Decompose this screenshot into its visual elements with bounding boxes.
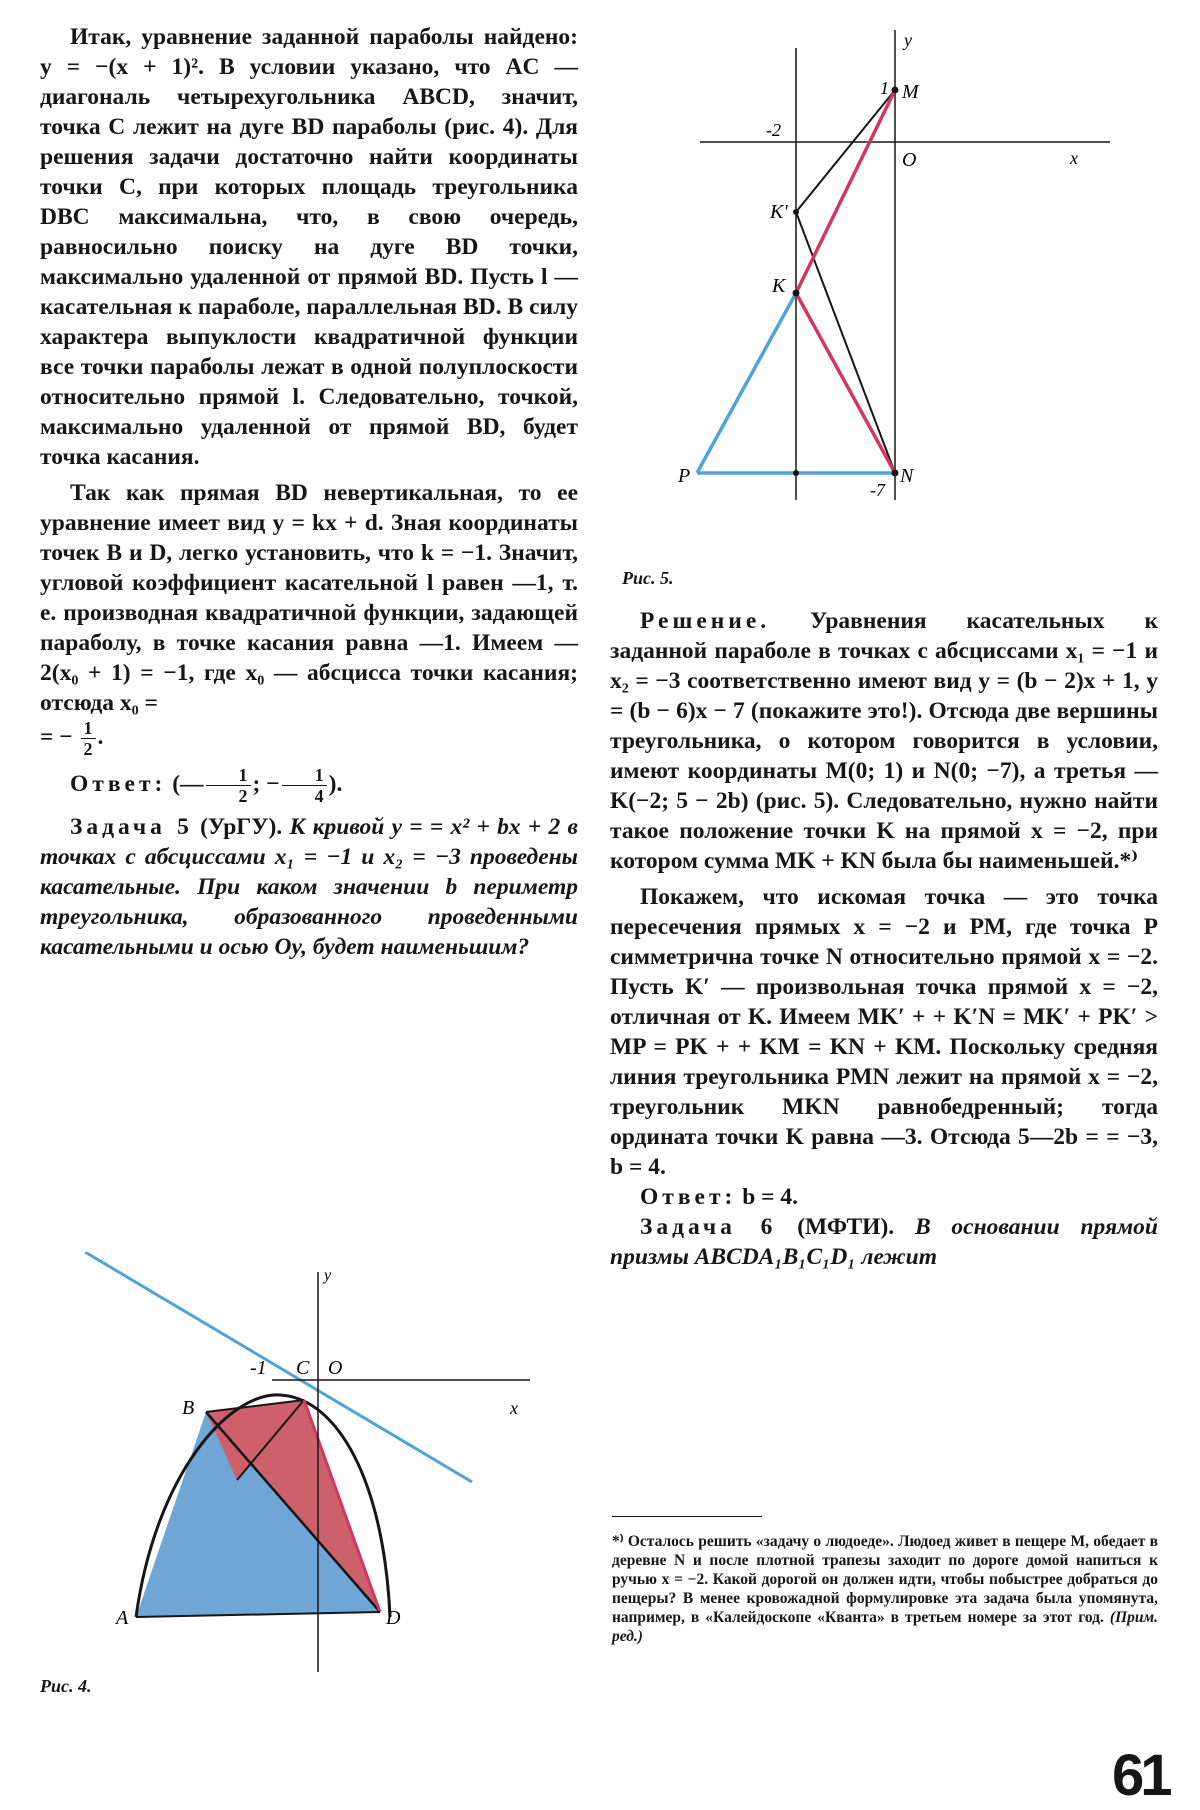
fig5-label-m: M (902, 81, 919, 103)
solution-text: Уравнения касательных к заданной параболе в точках с абсциссами x₁ = −1 и x₂ = −3 соответственно имеют вид y = (b − 2)x + 1, y = (b − 6)x − 7 (покажите это!). Отсюда две вершины треугольника, о котором говорится в условии, имеют координаты M(0; 1) и N(0; −7), а третья — K(−2; 5 − 2b) (рис. 5). Следовательно, нужно найти такое положение точки K на прямой x = −2, при котором сумма MK + KN была бы наименьшей.*⁾ (610, 608, 1158, 874)
fig5-line-pk (697, 293, 796, 473)
answer-value: b = 4. (742, 1184, 799, 1210)
footnote-divider (612, 1516, 762, 1517)
answer-close: ). (328, 770, 343, 797)
answer-5 (610, 1182, 1158, 1212)
answer-label: Ответ: (70, 770, 167, 797)
fig5-point-n (892, 470, 899, 477)
fig4-label-minus1: -1 (250, 1357, 267, 1379)
paragraph-1: Итак, уравнение заданной параболы найдено: y = −(x + 1)². В условии указано, что AC — диагональ четырехугольника ABCD, значит, точка C лежит на дуге BD параболы (рис. 4). Для решения задачи достаточно найти координаты точки C, при которых площадь треугольника DBC максимальна, что, в свою очередь, равносильно поиску на дуге BD точки, максимально удаленной от прямой BD. Пусть l — касательная к параболе, параллельная BD. В силу характера выпуклости квадратичной функции все точки параболы лежат в одной полуплоскости относительно прямой l. Следовательно, точкой, максимально удаленной от прямой BD, будет точка касания. (40, 24, 578, 470)
fraction-one-half (81, 718, 96, 759)
task-5 (40, 812, 578, 962)
footnote-editor-note: (Прим. ред.) (612, 1609, 1159, 1645)
fig5-label-kprime: K' (770, 201, 788, 223)
fig5-label-1: 1 (880, 78, 889, 98)
right-column (610, 606, 1158, 1272)
figure-5-caption: Рис. 5. (622, 568, 674, 588)
footnote-text: Осталось решить «задачу о людоеде». Людоед живет в пещере M, обедает в деревне N и после плотной трапезы заходит по дороге домой напиться к ручью x = −2. Какой дорогой он должен идти, чтобы побыстрее добраться до пещеры? В менее кровожадной формулировке эта задача была упомянута, например, в «Калейдоскопе «Кванта» в третьем номере за этот год. (612, 1533, 1158, 1626)
fig5-label-minus7: -7 (870, 480, 885, 500)
task-6-text: В основании прямой призмы ABCDA₁B₁C₁D₁ лежит (610, 1214, 1159, 1270)
figure-5 (670, 30, 1110, 530)
fig4-label-c: C (296, 1357, 310, 1379)
fraction-denominator: 2 (238, 786, 248, 806)
paragraph-2 (40, 478, 578, 718)
fig5-label-o: O (902, 149, 917, 171)
fig5-point-m (892, 87, 899, 94)
answer-label: Ответ: (640, 1184, 737, 1210)
task-5-text: К кривой y = = x² + bx + 2 в точках с абсциссами x₁ = −1 и x₂ = −3 проведены касательные. При каком значении b периметр треугольника, образованного проведенными касательными и осью Oy, будет наименьшим? (40, 814, 578, 960)
fig5-label-p: P (678, 465, 691, 487)
paragraph-2-end: = − $\frac{1}{2}$ . (40, 718, 104, 759)
fraction-numerator: 1 (282, 765, 327, 786)
fraction-one-quarter (282, 765, 327, 806)
paragraph-2-text: Так как прямая BD невертикальная, то ее уравнение имеет вид y = kx + d. Зная координаты точек B и D, легко установить, что k = −1. Значит, угловой коэффициент касательной l равен —1, т. е. производная квадратичной функции, задающей параболу, в точке касания равна —1. Имеем —2(x₀ + 1) = −1, где x₀ — абсцисса точки касания; отсюда x₀ = (40, 480, 578, 716)
fig5-label-n: N (900, 465, 914, 487)
left-column (40, 22, 578, 962)
task-5-label: Задача 5 (70, 814, 193, 840)
fraction-numerator: 1 (81, 718, 96, 739)
fig5-point-mid (793, 470, 799, 476)
fig4-label-b: B (182, 1397, 195, 1419)
fig5-line-mk (796, 90, 895, 293)
footnote (612, 1532, 1158, 1646)
fig5-label-y: y (904, 30, 912, 50)
fig4-label-y: y (324, 1267, 332, 1284)
solution-paragraph (610, 606, 1158, 876)
fig4-label-a: A (116, 1607, 129, 1629)
figure-4 (60, 1252, 530, 1672)
answer-separator: ; − (252, 770, 280, 797)
fig5-label-minus2: -2 (766, 120, 781, 140)
answer-open: (— (172, 770, 204, 797)
answer-4 (40, 765, 578, 806)
page-number: 61 (1112, 1743, 1169, 1808)
fraction-numerator: 1 (206, 765, 251, 786)
fig5-line-kpn (796, 212, 895, 473)
task-6-source: (МФТИ). (797, 1214, 895, 1240)
fig4-label-o: O (328, 1357, 343, 1379)
figure-4-caption: Рис. 4. (40, 1676, 92, 1696)
footnote-mark: *⁾ (612, 1533, 624, 1550)
equals-minus: = − (40, 723, 73, 750)
fig4-label-x: x (510, 1398, 518, 1418)
fig5-label-x: x (1070, 148, 1078, 168)
fraction-denominator: 4 (314, 786, 324, 806)
fig4-label-d: D (386, 1607, 401, 1629)
fraction-denominator: 2 (83, 739, 93, 759)
proof-paragraph: Покажем, что искомая точка — это точка пересечения прямых x = −2 и PM, где точка P симметрична точке N относительно прямой x = −2. Пусть K′ — произвольная точка прямой x = −2, отличная от K. Имеем MK′ + + K′N = MK′ + PK′ > MP = PK + + KM = KN + KM. Поскольку средняя линия треугольника PMN лежит на прямой x = −2, треугольник MKN равнобедренный; тогда ордината точки K равна —3. Отсюда 5—2b = = −3, b = 4. (610, 884, 1158, 1180)
fig5-point-k (793, 290, 800, 297)
task-5-source: (УрГУ). (200, 814, 283, 840)
fig5-point-kp (793, 209, 799, 215)
fig5-line-kn (796, 293, 895, 473)
solution-label: Решение. (640, 608, 771, 634)
task-6 (610, 1212, 1158, 1272)
fig5-label-k: K (772, 275, 786, 297)
fraction-one-half-2 (206, 765, 251, 806)
task-6-label: Задача 6 (640, 1214, 777, 1240)
